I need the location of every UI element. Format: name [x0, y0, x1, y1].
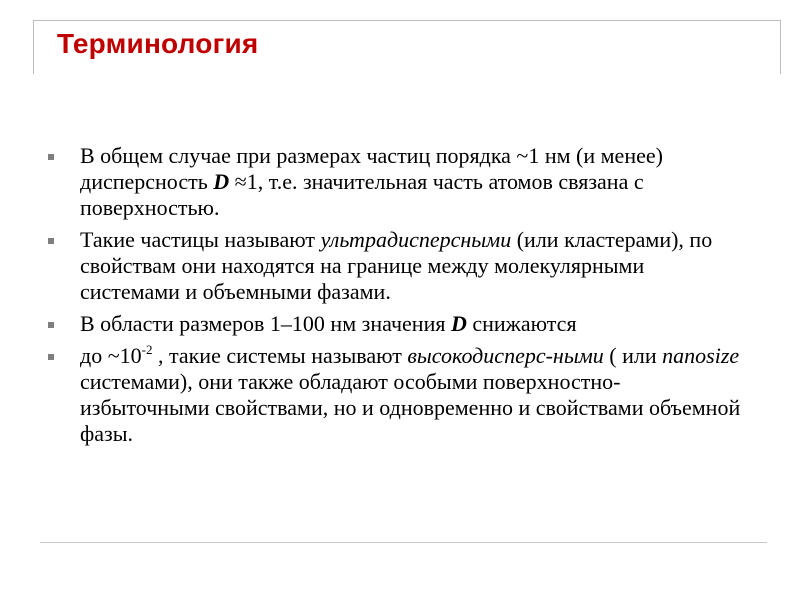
square-bullet-icon: [48, 322, 54, 328]
bullet-item-4: [48, 343, 748, 447]
item-1-text-b: ≈1, т.е. значительная часть атомов связана с поверхностью.: [80, 169, 644, 220]
title-frame-right-rule: [780, 20, 781, 74]
item-1-symbol: D: [213, 169, 230, 194]
bullet-item-3: [48, 311, 748, 337]
item-3-symbol: D: [450, 311, 467, 336]
footer-rule: [40, 542, 767, 543]
item-4-text-c: ( или: [603, 343, 663, 368]
square-bullet-icon: [48, 154, 54, 160]
bullet-list: [48, 143, 748, 453]
item-1-text-a: В общем случае при размерах частиц порядка ~1 нм (и менее) дисперсность: [80, 143, 663, 194]
bullet-item-2: [48, 227, 748, 305]
item-3-text-a: В области размеров 1–100 нм значения: [80, 311, 451, 336]
item-4-exponent: -2: [141, 342, 153, 357]
item-2-term: ультрадисперсными: [320, 227, 512, 252]
item-4-text-b: , такие системы называют: [152, 343, 408, 368]
square-bullet-icon: [48, 354, 54, 360]
slide-title: Терминология: [57, 28, 259, 59]
item-2-text-a: Такие частицы называют: [80, 227, 321, 252]
bullet-item-1: [48, 143, 748, 221]
item-4-term: высокодисперс-ными: [407, 343, 604, 368]
title-frame-top-rule: [33, 20, 781, 21]
item-3-text-b: снижаются: [466, 311, 577, 336]
item-2-text-b: (или кластерами), по свойствам они находятся на границе между молекулярными системами и объемными фазами.: [80, 227, 713, 304]
item-4-text-d: системами), они также обладают особыми поверхностно-избыточными свойствами, но и одновременно и свойствами объемной фазы.: [80, 369, 741, 446]
item-4-term-nanosize: nanosize: [662, 343, 740, 368]
title-frame-left-rule: [33, 20, 34, 74]
item-4-text-a: до ~10: [80, 343, 142, 368]
square-bullet-icon: [48, 238, 54, 244]
